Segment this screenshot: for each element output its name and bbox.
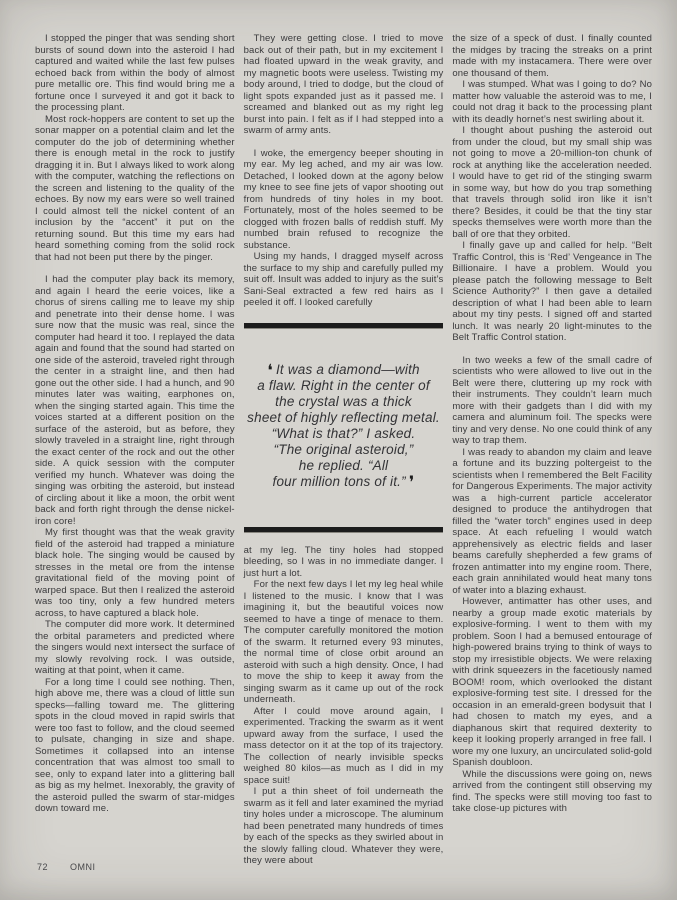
paragraph: I had the computer play back its memory, and again I heard the eerie voices, like a chorus of sirens calling me to leave my ship and penetrate into their dense home. I was sure now that the music was real, since the computer had heard it too. I replayed the data again and found that the sound had started on one side of the asteroid, traveled right through the center in a straight line, and then had gone out the other side. I had a hunch, and 90 minutes later was waiting, earphones on, when the singing started again. This time the voices started at a different position on the surface of the asteroid, but as before, they slowly traveled in a straight line, right through the exact center of the rock and out the other side. A quick session with the computer verified my hunch. Whatever was doing the singing was orbiting the asteroid, but instead of circling about it like a moon, the orbit went back and forth right through the dense nickel-iron core! (35, 274, 235, 527)
paragraph: I was ready to abandon my claim and leave a fortune and its buzzing poltergeist to the scientists when I remembered the Belt Facility for Dangerous Experiments. The major activity was a high-current particle accelerator designed to produce the antihydrogen that filled the “water torch” engines used in deep space. At each refueling I would watch apprehensively as electric fields and laser beams carefully shepherded a few grams of frozen antimatter into my engine room. There, each grain annihilated would heat many tons of water into a blazing exhaust. (452, 446, 653, 596)
close-quote-icon: ❜ (408, 472, 415, 493)
column-3 (452, 33, 652, 867)
paragraph: I thought about pushing the asteroid out from under the cloud, but my small ship was not going to move a 20-million-ton chunk of rock at anything like the acceleration needed. I would have to get rid of the stinging swarm in some way, but how do you trap something that travels through solid iron like it isn’t there? Besides, it could be that the tiny star specks themselves were worth more than the ball of ore that they orbited. (452, 125, 653, 240)
paragraph: After I could move around again, I experimented. Tracking the swarm as it went upward away from the surface, I used the mass detector on it at the top of its trajectory. The collection of nearly invisible specks weighed 80 kilos—as much as I did in my space suit! (243, 705, 444, 786)
paragraph: Using my hands, I dragged myself across the surface to my ship and carefully pulled my suit off. Insult was added to injury as the suit’s Sani-Seal extracted a few red hairs as I peeled it off. I looked carefully (243, 251, 444, 308)
quote-line: “The original asteroid,” (273, 441, 414, 457)
open-quote-icon: ❛ (267, 360, 273, 381)
paragraph: I was stumped. What was I going to do? No matter how valuable the asteroid was to me, I could not drag it back to the processing plant with its deadly hornet’s nest swirling about it. (452, 79, 653, 125)
paragraph: However, antimatter has other uses, and nearby a group made exotic materials by explosive-forming. I went to them with my problem. Soon I had a bemused entourage of high-powered brains trying to think of ways to stop my irresistible objects. We were relaxing with drink squeezers in the facetiously named BOOM! room, which overlooked the distant explosive-forming test site. I dressed for the occasion in an emerald-green bodysuit that I had chosen to match my eyes, and a diaphanous skirt that required dexterity to keep it looking properly arranged in free fall. I wore my one luxury, an uncirculated solid-gold Spanish doubloon. (452, 596, 653, 768)
paragraph: I woke, the emergency beeper shouting in my ear. My leg ached, and my air was low. Detached, I looked down at the agony below my knee to see fine jets of vapor shooting out from hundreds of tiny holes in my boot. Fortunately, most of the holes seemed to be clogged with frozen balls of reddish stuff. My numbed brain refused to recognize the substance. (243, 147, 444, 251)
quote-line (244, 360, 444, 381)
paragraph: My first thought was that the weak gravity field of the asteroid had trapped a miniature black hole. The singing would be caused by stresses in the metal ore from the intense gravitational field of the moving point of warped space. But then I realized the asteroid was too tiny, only a few hundred meters across, to have captured a black hole. (35, 527, 235, 619)
quote-line: the crystal was a thick (275, 393, 412, 409)
paragraph: They were getting close. I tried to move back out of their path, but in my excitement I had floated upward in the weak gravity, and my magnetic boots were useless. Twisting my body around, I tried to dodge, but the cloud of light spots expanded just as it passed me. I screamed and blanked out as my right leg burst into pain. I felt as if I had stepped into a swarm of army ants. (243, 33, 444, 136)
quote-line: sheet of highly reflecting metal. (247, 409, 440, 425)
article-columns (35, 33, 652, 867)
paragraph: at my leg. The tiny holes had stopped bleeding, so I was in no immediate danger. I just hurt a lot. (243, 544, 444, 579)
quote-line: he replied. “All (298, 457, 389, 473)
column-1 (35, 33, 235, 867)
paragraph: Most rock-hoppers are content to set up the sonar mapper on a potential claim and let the computer do the job of determining whether there is enough metal in the rock to justify dragging it in. But I always liked to work along with the computer, watching the reflections on the screen and listening to the quality of the echoes. By now my ears were so well trained I could almost tell the nickel content of an inclusion by the “accent” it put on the returning sound. But this time my ears had heard something coming from the solid rock that had not been put there by the pinger. (35, 113, 235, 263)
paragraph: While the discussions were going on, news arrived from the contingent still observing my find. The specks were still moving too fast to take close-up pictures with (452, 768, 653, 814)
quote-line (244, 472, 444, 493)
paragraph: the size of a speck of dust. I finally counted the midges by tracing the streaks on a print made with my instacamera. There were over one thousand of them. (452, 33, 653, 79)
magazine-name: OMNI (70, 862, 96, 872)
pull-quote (244, 323, 444, 533)
paragraph: For the next few days I let my leg heal while I listened to the music. I know that I was imagining it, but the beautiful voices now seemed to have a tinge of menace to them. The computer carefully monitored the motion of the swarm. It returned every 93 minutes, the normal time of close orbit around an asteroid with such a high density. Once, I had to move the ship to keep it away from the singing swarm as it came up out of the rock underneath. (243, 579, 444, 705)
quote-line-text: four million tons of it.” (272, 473, 406, 489)
paragraph: I finally gave up and called for help. “Belt Traffic Control, this is ‘Red’ Vengeance in The Billionaire. I have a problem. Would you please patch the following message to Belt Science Authority?” I then gave a detailed description of what I had been able to learn about my tiny pests. I signed off and started lunch. It was nearly 20 light-minutes to the Belt Traffic Control station. (452, 240, 653, 343)
page-number: 72 (37, 862, 49, 872)
pull-quote-bottom-rule (244, 527, 444, 533)
paragraph: I stopped the pinger that was sending short bursts of sound down into the asteroid I had captured and waited while the last few pulses echoed back from within the body of almost pure metallic ore. This find would bring me a fortune once I surveyed it and got it back to the processing plant. (35, 33, 235, 113)
quote-line-text: It was a diamond—with (275, 361, 420, 377)
quote-line: a flaw. Right in the center of (257, 377, 430, 393)
paragraph: For a long time I could see nothing. Then, high above me, there was a cloud of little sun specks—falling toward me. The glittering spots in the cloud moved in rapid swirls that were too fast to follow, and the cloud seemed to pulsate, changing in size and shape. Sometimes it collapsed into an intense concentration that was almost too small to see, only to expand later into a glittering ball as big as my helmet. Inexorably, the gravity of the asteroid pulled the swarm of star-midges down toward me. (35, 676, 235, 814)
column-2 (244, 33, 444, 867)
paragraph: The computer did more work. It determined the orbital parameters and predicted where the singers would next intersect the surface of my slowly revolving rock. I was outside, waiting at that point, when it came. (35, 619, 235, 676)
paragraph: In two weeks a few of the small cadre of scientists who were allowed to live out in the Belt were there, cluttering up my rock with their instruments. They couldn’t learn much more with their gadgets than I did with my camera and aluminum foil. The specks were tiny and very dense. No one could think of any way to trap them. (452, 354, 653, 446)
quote-line: “What is that?” I asked. (271, 425, 416, 441)
paragraph: I put a thin sheet of foil underneath the swarm as it fell and later examined the myriad tiny holes under a microscope. The aluminum had been penetrated many hundreds of times by each of the specks as they swirled about in the slowly falling cloud. Whatever they were, they were about (243, 786, 444, 866)
pull-quote-text (244, 329, 444, 527)
page-footer (37, 862, 96, 872)
